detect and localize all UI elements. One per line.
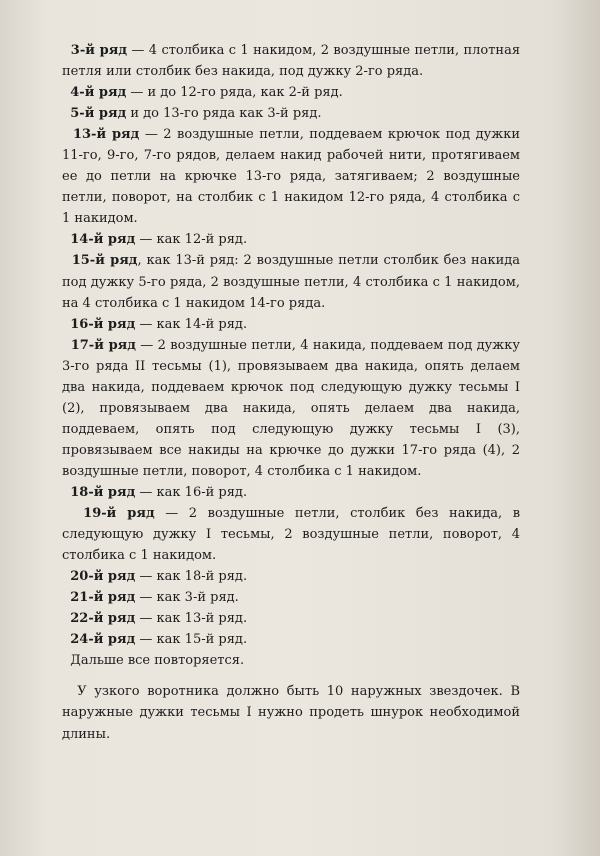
paragraph-row-16 (62, 314, 520, 335)
row-text: — 2 воздушные петли, поддеваем крючок под дужки 11-го, 9-го, 7-го рядов, делаем накид рабочей нити, протягиваем ее до петли на крючке 13-го ряда, затягиваем; 2 воздушные петли, поворот, на столбик с 1 накидом 12-го ряда, 4 столбика с 1 накидом. (62, 127, 521, 227)
row-label: 15-й ряд (71, 253, 138, 269)
row-label: 5-й ряд (70, 106, 127, 122)
row-label: 18-й ряд (70, 484, 136, 500)
row-text: , как 13-й ряд: 2 воздушные петли столбик без накида под дужку 5-го ряда, 2 воздушные петли, 4 столбика с 1 накидом, на 4 столбика с 1 накидом 14-го ряда. (62, 253, 521, 311)
paragraph-row-5 (62, 103, 520, 124)
row-text: — 2 воздушные петли, 4 накида, поддеваем под дужку 3-го ряда II тесьмы (1), провязываем два накида, опять делаем два накида, поддеваем крючок под следующую дужку тесьмы I (2), провязываем два накида, опять делаем два накида, поддеваем, опять под следующую дужку тесьмы I (3), провязываем все накиды на крючке до дужки 17-го ряда (4), 2 воздушные петли, поворот, 4 столбика с 1 накидом. (62, 337, 521, 479)
paragraph-row-4 (62, 82, 520, 103)
paragraph-closing (62, 681, 520, 744)
paragraph-row-15 (62, 250, 520, 313)
paragraph-row-14 (62, 229, 520, 250)
row-text: — и до 12-го ряда, как 2-й ряд. (126, 85, 343, 101)
paragraph-row-18 (62, 482, 520, 503)
row-text: — как 14-й ряд. (135, 316, 248, 332)
page-text (62, 40, 520, 745)
row-label: 3-й ряд (70, 43, 128, 58)
paragraph-row-13 (62, 124, 520, 229)
paragraph-row-19 (62, 503, 520, 566)
paragraph-repeat (62, 650, 520, 671)
row-text: и до 13-го ряда как 3-й ряд. (126, 106, 322, 122)
row-label: 19-й ряд (83, 506, 155, 522)
row-label: 24-й ряд (70, 632, 136, 648)
row-text: — как 3-й ряд. (135, 590, 239, 606)
paragraph-row-21 (62, 587, 520, 608)
row-label: 13-й ряд (72, 127, 140, 143)
row-label: 14-й ряд (70, 232, 136, 248)
row-label: 22-й ряд (70, 611, 136, 627)
paragraph-row-24 (62, 629, 520, 650)
row-text: — 2 воздушные петли, столбик без накида, в следующую дужку I тесьмы, 2 воздушные петли, поворот, 4 столбика с 1 накидом. (62, 506, 521, 564)
row-label: 20-й ряд (70, 569, 136, 585)
paragraph-row-20 (62, 566, 520, 587)
row-text: — как 13-й ряд. (135, 611, 248, 627)
row-text: Дальше все повторяется. (70, 653, 245, 669)
row-label: 17-й ряд (70, 337, 136, 353)
row-text: — как 16-й ряд. (135, 484, 248, 500)
paragraph-row-22 (62, 608, 520, 629)
row-text: — 4 столбика с 1 накидом, 2 воздушные петли, плотная петля или столбик без накида, под дужку 2-го ряда. (62, 43, 521, 80)
row-label: 21-й ряд (70, 590, 136, 606)
closing-text: У узкого воротника должно быть 10 наружных звездочек. В наружные дужки тесьмы I нужно продеть шнурок необходимой длины. (62, 684, 520, 742)
paragraph-row-3 (62, 40, 520, 82)
row-label: 4-й ряд (70, 85, 127, 101)
row-text: — как 12-й ряд. (135, 232, 248, 248)
row-text: — как 18-й ряд. (135, 569, 248, 585)
paragraph-row-17 (62, 335, 520, 482)
row-text: — как 15-й ряд. (135, 632, 248, 648)
row-label: 16-й ряд (70, 316, 136, 332)
